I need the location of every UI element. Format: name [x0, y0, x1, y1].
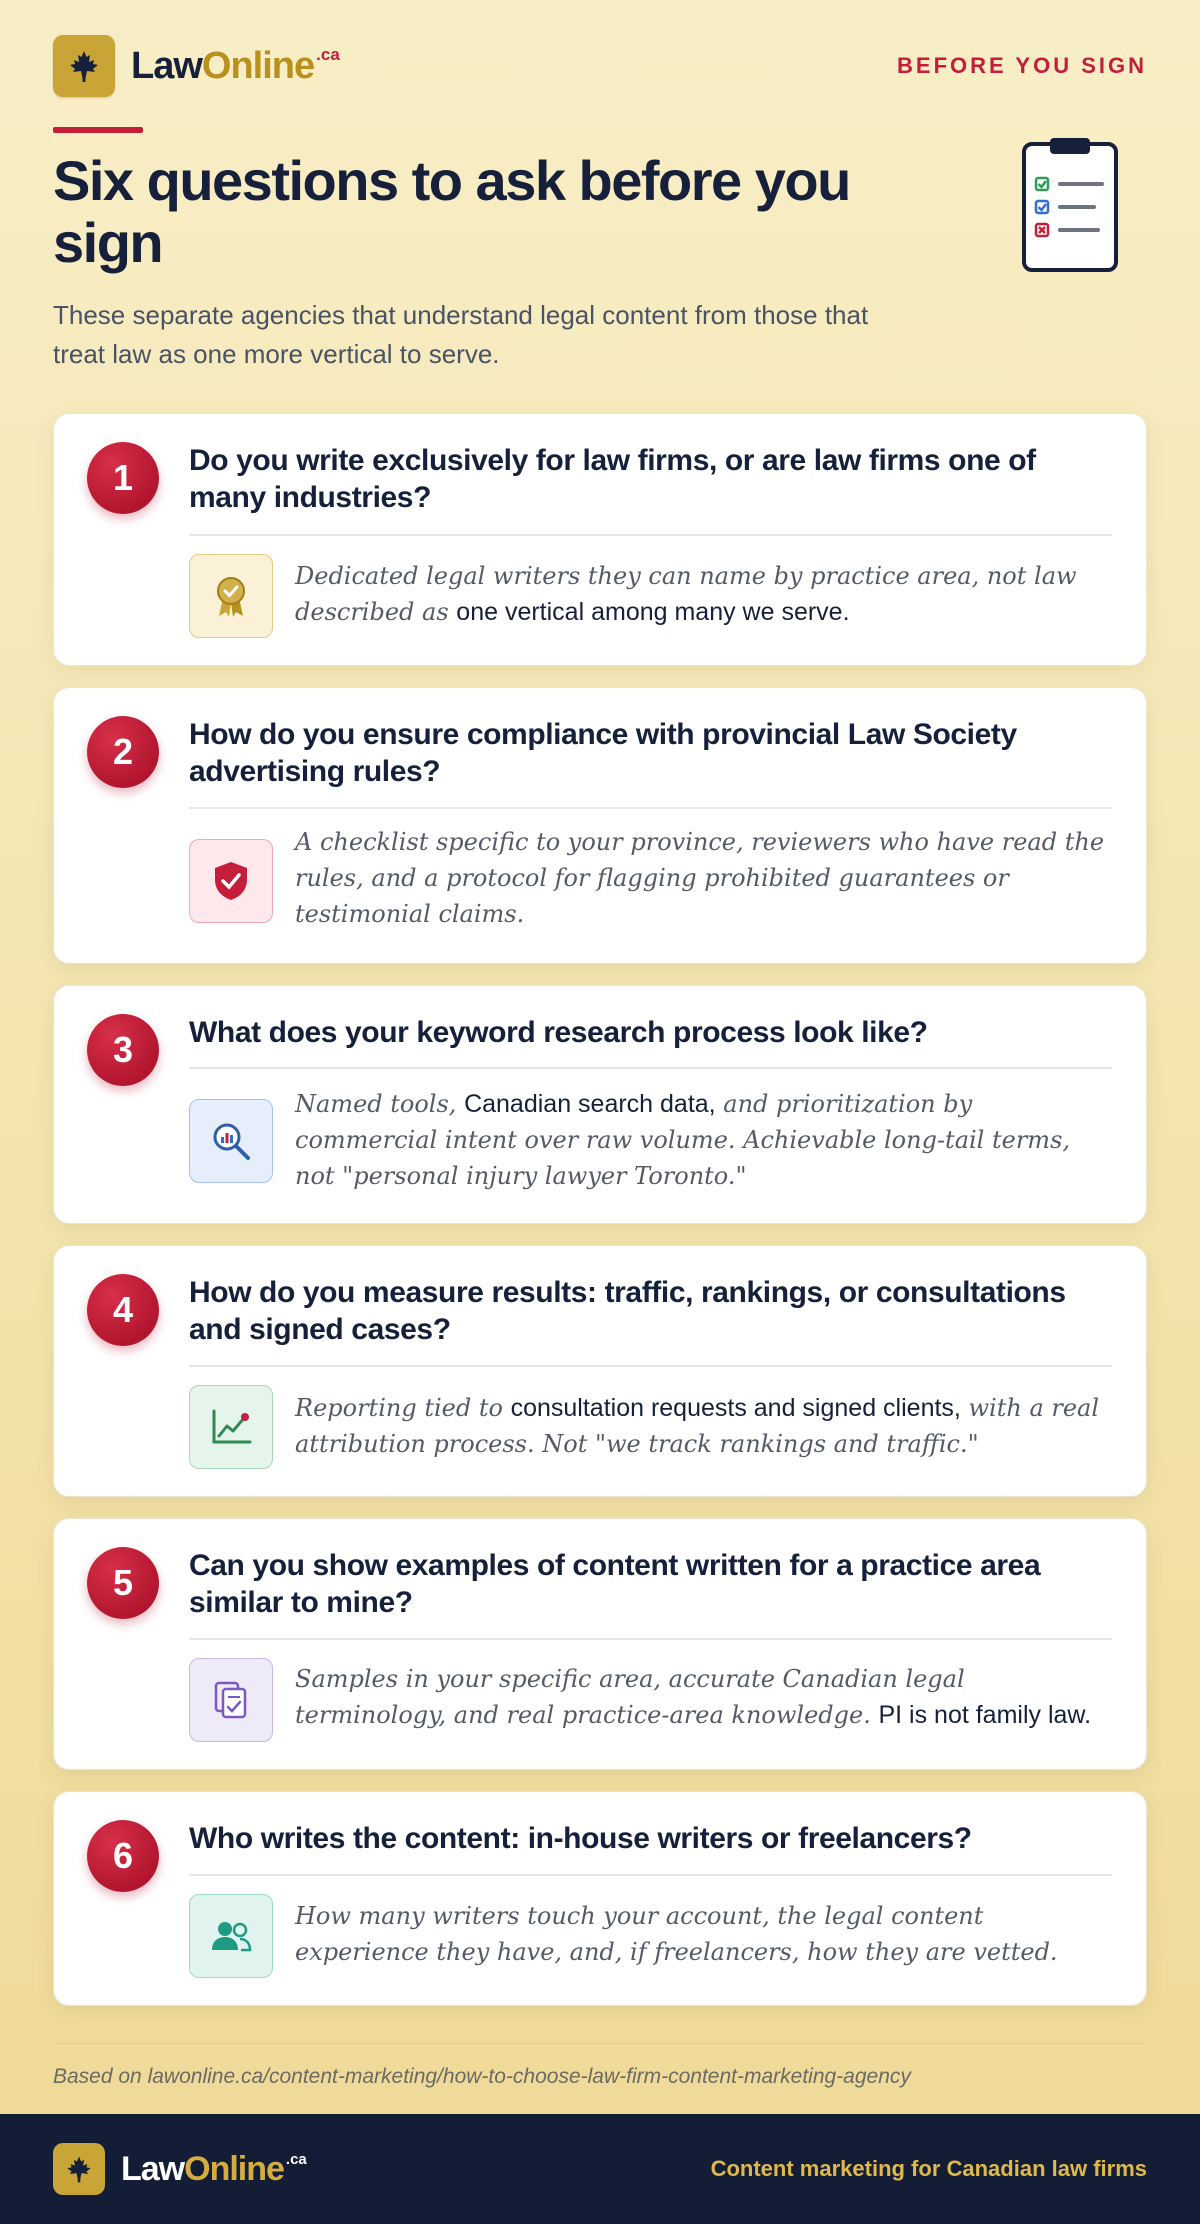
divider [189, 1638, 1112, 1640]
magnifier-chart-icon [189, 1099, 273, 1183]
brand-name: LawOnline $^{.ca}$ [131, 44, 340, 87]
footer [0, 2114, 1200, 2224]
question-card-4 [53, 1245, 1147, 1497]
people-icon [189, 1894, 273, 1978]
answer-text: A checklist specific to your province, reviewers who have read the rules, and a protocol for flagging prohibited guarantees or testimonial claims. [295, 828, 1105, 928]
question-text: What does your keyword research process look like? [189, 1016, 928, 1049]
question-text: How do you ensure compliance with provincial Law Society advertising rules? [189, 718, 1017, 788]
divider [189, 534, 1112, 536]
documents-check-icon [189, 1658, 273, 1742]
question-number-badge: 1 [87, 442, 159, 514]
question-card-5 [53, 1518, 1147, 1770]
question-text: Who writes the content: in-house writers or freelancers? [189, 1822, 972, 1855]
answer-text: Samples in your specific area, accurate Canadian legal terminology, and real practice-area knowledge. PI is not family law. [295, 1665, 1092, 1729]
divider [189, 1874, 1112, 1876]
question-card-6 [53, 1791, 1147, 2006]
maple-leaf-icon [53, 2143, 105, 2195]
eyebrow-label: BEFORE YOU SIGN [897, 53, 1147, 78]
question-card-1 [53, 413, 1147, 666]
divider [189, 1067, 1112, 1069]
question-number-badge: 6 [87, 1820, 159, 1892]
maple-leaf-icon [53, 35, 115, 97]
footer-tagline: Content marketing for Canadian law firms [710, 2156, 1147, 2181]
question-card-2 [53, 687, 1147, 964]
question-card-3 [53, 985, 1147, 1224]
clipboard-checklist-icon [1020, 138, 1120, 274]
question-text: Do you write exclusively for law firms, or are law firms one of many industries? [189, 444, 1036, 514]
question-number-badge: 5 [87, 1547, 159, 1619]
question-number-badge: 2 [87, 716, 159, 788]
divider [189, 1365, 1112, 1367]
answer-text: Named tools, Canadian search data, and prioritization by commercial intent over raw volume. Achievable long-tail terms, not "personal injury lawyer Toronto." [295, 1090, 1071, 1190]
page-title: Six questions to ask before you sign [53, 149, 850, 274]
divider [189, 807, 1112, 809]
answer-text: How many writers touch your account, the legal content experience they have, and, if freelancers, how they are vetted. [295, 1902, 1058, 1966]
answer-text: Dedicated legal writers they can name by practice area, not law described as one vertical among many we serve. [295, 562, 1077, 626]
answer-text: Reporting tied to consultation requests and signed clients, with a real attribution process. Not "we track rankings and traffic." [295, 1394, 1100, 1458]
header [53, 34, 1147, 98]
source-citation: Based on lawonline.ca/content-marketing/how-to-choose-law-firm-content-marketing-agency [53, 2065, 911, 2088]
accent-bar [53, 127, 143, 133]
award-ribbon-icon [189, 554, 273, 638]
footer-brand-name: LawOnline $^{.ca}$ [121, 2149, 307, 2188]
brand-logo[interactable] [53, 35, 340, 97]
question-text: How do you measure results: traffic, rankings, or consultations and signed cases? [189, 1276, 1066, 1346]
question-number-badge: 4 [87, 1274, 159, 1346]
question-number-badge: 3 [87, 1014, 159, 1086]
question-text: Can you show examples of content written for a practice area similar to mine? [189, 1549, 1041, 1619]
divider [53, 2043, 1147, 2044]
shield-check-icon [189, 839, 273, 923]
page-subtitle: These separate agencies that understand legal content from those that treat law as one more vertical to serve. [53, 300, 869, 369]
footer-brand-logo[interactable] [53, 2143, 307, 2195]
trend-chart-icon [189, 1385, 273, 1469]
